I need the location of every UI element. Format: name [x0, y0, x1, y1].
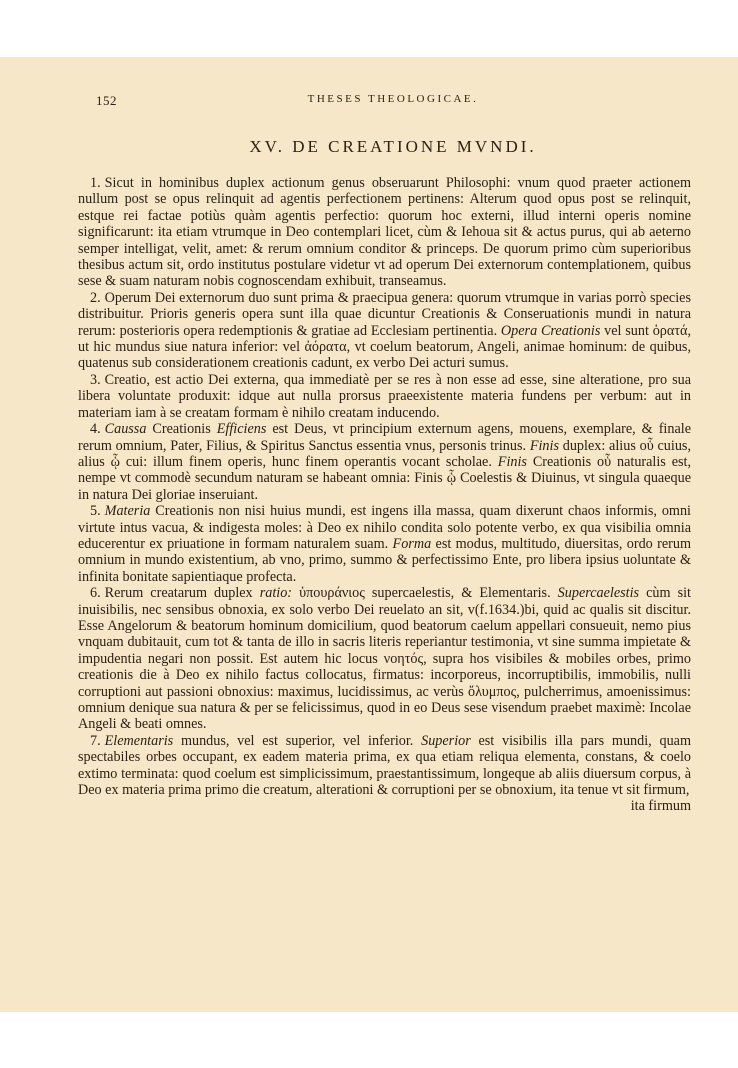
thesis-7: 7. Elementaris mundus, vel est superior, vel inferior. Superior est visibilis illa pars mundi, quam spectabiles orbes occupant, ex eadem materia prima, ex qua etiam reliqua elementa, constans, & coelo extimo terminata: quod coelum est simplicissimum, praestantissimum, longeque ab aliis diuersum corpus, à Deo ex materia prima primo die creatum, alterationi & corruptioni per se obnoxium, ita tenue vt sit firmum, — [78, 732, 691, 799]
thesis-6: 6. Rerum creatarum duplex ratio: ὑπουράνιος supercaelestis, & Elementaris. Supercaelestis cùm sit inuisibilis, nec sensibus obnoxia, ex solo verbo Dei reuelato an sit, v(f.1634.)bi, quid ac qualis sit discitur. Esse Angelorum & beatorum hominum domicilium, quod beatorum caelum appellari consueuit, nemo pius vnquam dubitauit, cum tot & tanta de illo in sacris literis reperiantur testimonia, vt sine summa impietate & impudentia negari non possit. Est autem hic locus νοητός, supra hos visibiles & mobiles orbes, primo creationis die à Deo ex nihilo factus collocatus, firmatus: incorporeus, incorruptibilis, immobilis, nulli corruptioni aut passioni obnoxius: maximus, lucidissimus, ac verùs ὄλυμπος, pulcherrimus, amoenissimus: omnium denique sua natura & per se felicissimus, quod in eo Deus sese visendum praebet maximè: Incolae Angeli & beati omnes. — [78, 585, 691, 733]
thesis-number: 5. — [90, 503, 101, 520]
thesis-5: 5. Materia Creationis non nisi huius mundi, est ingens illa massa, quam dixerunt chaos informis, omni virtute intus vacua, & indigesta moles: à Deo ex nihilo condita solo potente verbo, ex qua visibilia omnia educerentur ex priuatione in formam naturalem suam. Forma est modus, multitudo, diuersitas, ordo rerum omnium in mundo existentium, ab vno, primo, summo & perfectissimo Ente, pro libera ipsius uoluntate & infinita bonitate sapientiaque profecta. — [78, 503, 691, 585]
running-head — [96, 93, 690, 109]
catchword: ita firmum — [630, 798, 691, 815]
thesis-number: 3. — [90, 371, 101, 388]
thesis-number: 4. — [90, 421, 101, 438]
thesis-number: 6. — [90, 585, 101, 602]
thesis-number: 1. — [90, 175, 101, 191]
book-page — [0, 57, 738, 1012]
thesis-4: 4. Caussa Creationis Efficiens est Deus, vt principium externum agens, mouens, exemplare, & finale rerum omnium, Pater, Filius, & Spiritus Sanctus essentia vnus, personis trinus. Finis duplex: alius οὗ cuius, alius ᾧ cui: illum finem operis, hunc finem operantis vocant scholae. Finis Creationis οὗ naturalis est, nempe vt commodè secundum naturam se habeant omnia: Finis ᾧ Coelestis & Diuinus, vt singula quaeque in natura Dei gloriae inseruiant. — [78, 421, 692, 503]
chapter-title: XV. DE CREATIONE MVNDI. — [249, 137, 537, 156]
thesis-2: 2. Operum Dei externorum duo sunt prima & praecipua genera: quorum vtrumque in varias porrò species distribuitur. Prioris generis opera sunt illa quae dicuntur Creationis & Conseruationis mundi in natura rerum: posterioris opera redemptionis & gratiae ad Ecclesiam pertinentia. Opera Creationis vel sunt ὁρατά, ut hic mundus siue natura inferior: vel ἀόρατα, vt coelum beatorum, Angeli, animae hominum: de quibus, quatenus sub considerationem creationis cadunt, ex verbo Dei acturi sumus. — [78, 289, 691, 372]
thesis-3: 3. Creatio, est actio Dei externa, qua immediatè per se res à non esse ad esse, sine alteratione, pro sua libera voluntate produxit: idque aut nulla prorsus praeexistente materia fundens per verbum: aut in materiam iam à se creatam formam è nihilo creatam inducendo. — [78, 371, 691, 421]
thesis-number: 2. — [90, 289, 101, 306]
running-title: THESES THEOLOGICAE. — [307, 93, 479, 105]
thesis-number: 7. — [90, 732, 101, 749]
thesis-1: 1. Sicut in hominibus duplex actionum genus obseruarunt Philosophi: vnum quod praeter actionem nullum post se opus relinquit ad agentis perfectionem pertinens: Alterum quod opus post se relinquit, estque rei factae potiùs quàm agentis perfectio: quorum hoc externi, illud interni operis nomine significarunt: ita etiam vtrumque in Deo contemplari licet, cùm & Iehoua sit & actus purus, qui ab aeterno semper intelligat, velit, amet: & rerum omnium conditor & princeps. De quorum primo cùm superioribus thesibus actum sit, ordo institutus postulare videtur vt ad operum Dei externorum contemplationem, quibus sese & suam naturam nobis cognoscendam exhibuit, transeamus. — [78, 175, 691, 290]
page-number: 152 — [96, 93, 117, 108]
body-text — [78, 175, 691, 815]
